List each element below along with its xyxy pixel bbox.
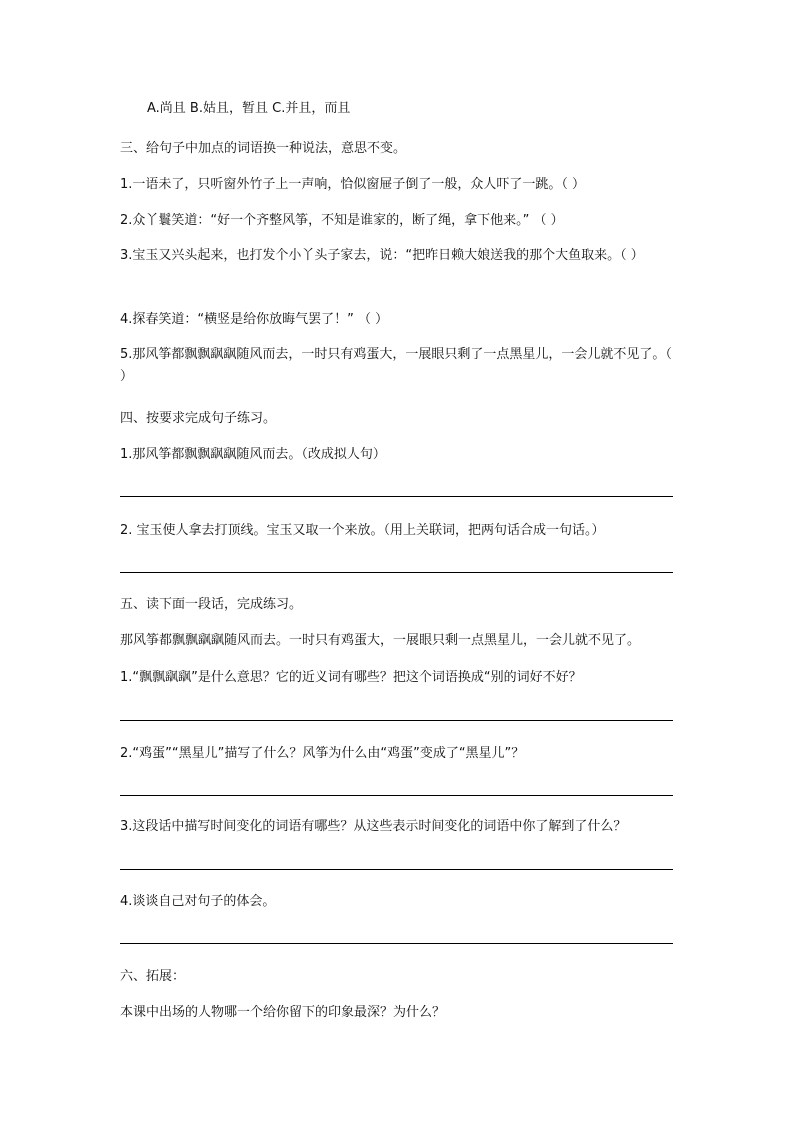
section-4-item-1: 1.那风筝都飘飘飖飖随风而去。（改成拟人句） — [120, 447, 386, 462]
answer-line[interactable] — [120, 720, 673, 721]
answer-options: A.尚且 B.姑且，暂且 C.并且，而且 — [147, 101, 351, 116]
section-5-passage: 那风筝都飘飘飖飖随风而去。一时只有鸡蛋大，一展眼只剩一点黑星儿，一会儿就不见了。 — [120, 633, 641, 648]
section-6-question: 本课中出场的人物哪一个给你留下的印象最深？为什么？ — [120, 1005, 446, 1020]
answer-line[interactable] — [120, 496, 673, 497]
section-4-heading: 四、按要求完成句子练习。 — [120, 411, 277, 426]
section-3-item-5: 5.那风筝都飘飘飖飖随风而去，一时只有鸡蛋大，一展眼只剩了一点黑星儿，一会儿就不见了。（ ） — [120, 347, 672, 384]
section-5-question-4: 4.谈谈自己对句子的体会。 — [120, 894, 276, 909]
section-3-item-3: 3.宝玉又兴头起来，也打发个小丫头子家去，说：“把昨日赖大娘送我的那个大鱼取来。（ ） — [120, 248, 644, 263]
section-5-question-3: 3.这段话中描写时间变化的词语有哪些？从这些表示时间变化的词语中你了解到了什么？ — [120, 819, 627, 834]
section-5-heading: 五、读下面一段话，完成练习。 — [120, 597, 303, 612]
section-5-question-2: 2.“鸡蛋”“黑星儿”描写了什么？风筝为什么由“鸡蛋”变成了“黑星儿”？ — [120, 746, 525, 761]
answer-line[interactable] — [120, 795, 673, 796]
answer-line[interactable] — [120, 869, 673, 870]
section-3-item-4: 4.探春笑道：“横竖是给你放晦气罢了！” （ ） — [120, 312, 389, 327]
section-3-heading: 三、给句子中加点的词语换一种说法，意思不变。 — [120, 141, 407, 156]
answer-line[interactable] — [120, 943, 673, 944]
section-4-item-2: 2. 宝玉使人拿去打顶线。宝玉又取一个来放。（用上关联词，把两句话合成一句话。） — [120, 523, 605, 538]
section-6-heading: 六、拓展： — [120, 969, 186, 984]
answer-line[interactable] — [120, 572, 673, 573]
section-5-question-1: 1.“飘飘飖飖”是什么意思？它的近义词有哪些？把这个词语换成“别的词好不好？ — [120, 670, 582, 685]
section-3-item-1: 1.一语未了，只听窗外竹子上一声响，恰似窗屉子倒了一般，众人吓了一跳。（ ） — [120, 177, 586, 192]
section-3-item-2: 2.众丫鬟笑道：“好一个齐整风筝，不知是谁家的，断了绳，拿下他来。” （ ） — [120, 213, 564, 228]
